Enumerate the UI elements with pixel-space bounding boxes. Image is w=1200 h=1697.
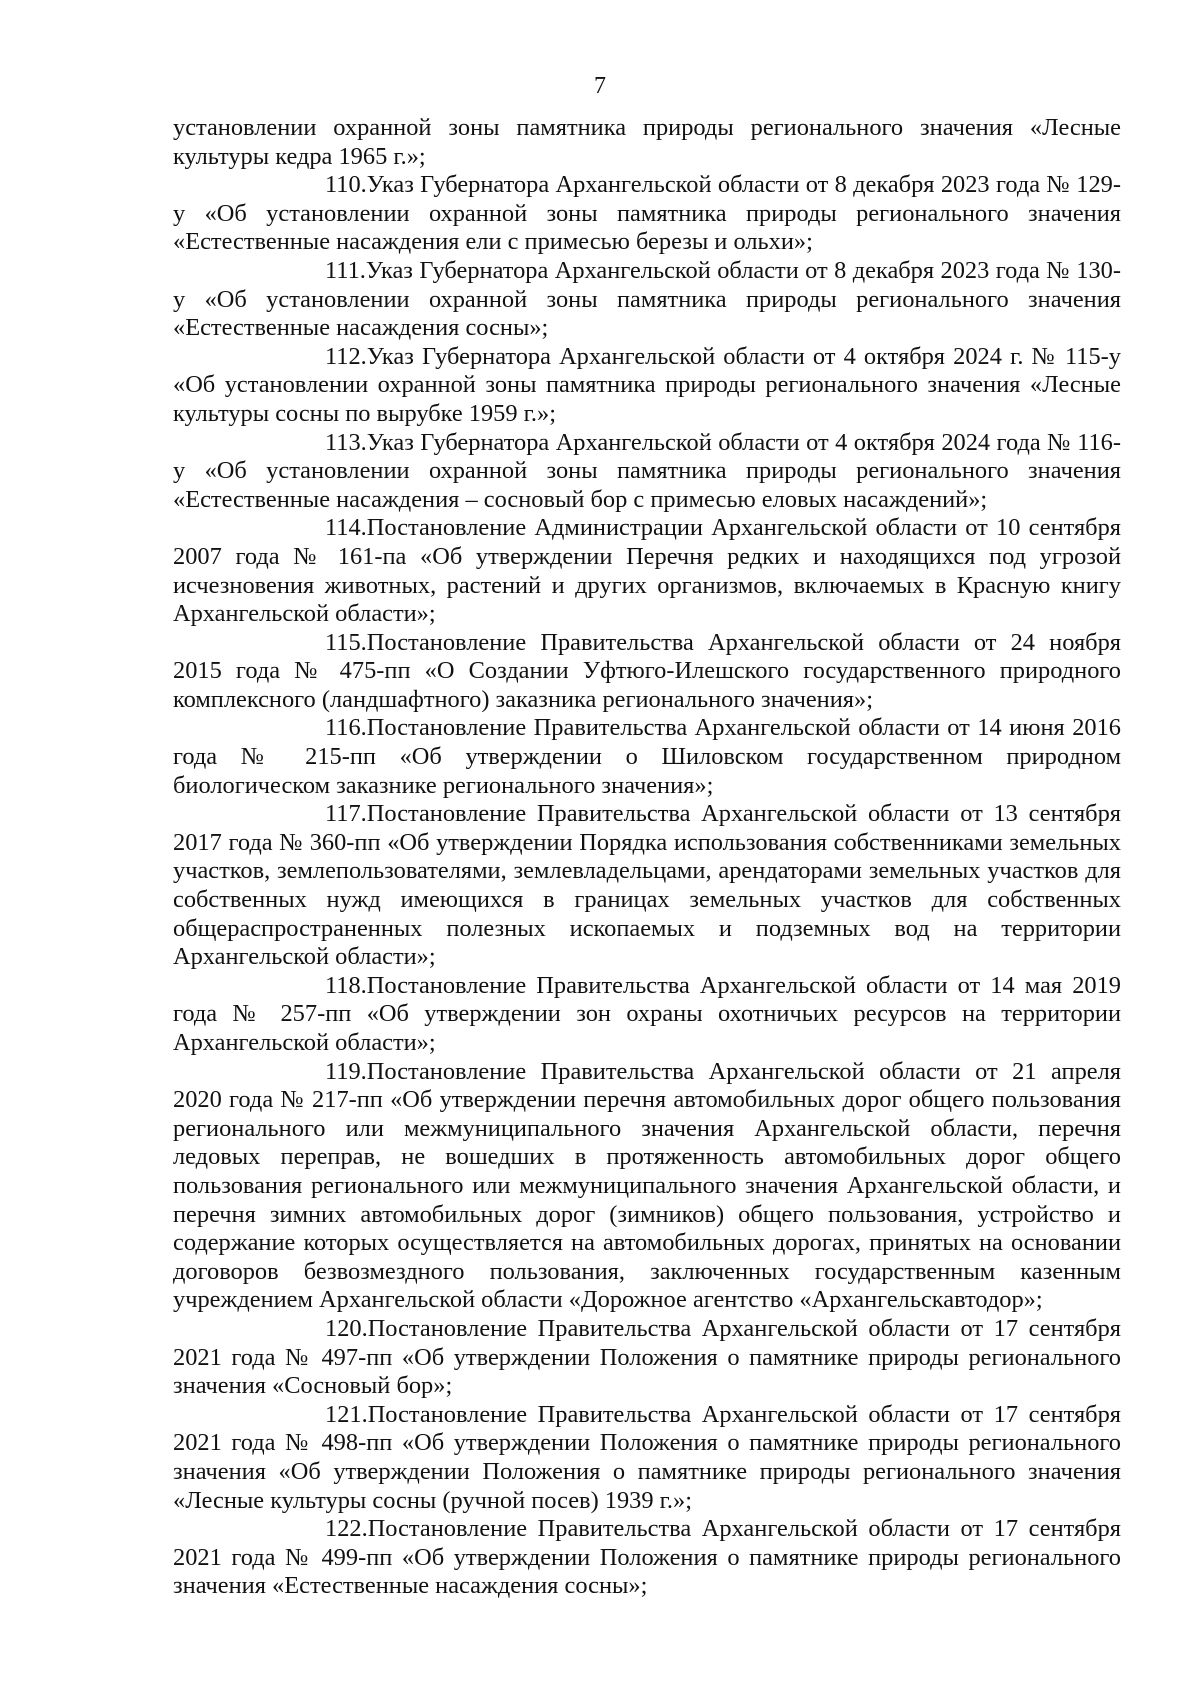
item-number: 113. [325,428,367,456]
item-text: Указ Губернатора Архангельской области от 8 декабря 2023 года № 129-у «Об установлении охранной зоны памятника природы регионального значения «Естественные насаждения ели с примесью березы и ольхи»; [173,171,1121,256]
list-item [173,257,1121,343]
item-text: Постановление Правительства Архангельской области от 14 июня 2016 года № 215-пп «Об утверждении о Шиловском государственном природном биологическом заказнике регионального значения»; [173,714,1121,799]
item-text: Постановление Правительства Архангельской области от 14 мая 2019 года № 257-пп «Об утверждении зон охраны охотничьих ресурсов на территории Архангельской области»; [173,971,1121,1056]
continuation-paragraph: установлении охранной зоны памятника природы регионального значения «Лесные культуры кедра 1965 г.»; [173,114,1121,170]
page-number: 7 [594,73,606,99]
list-item [173,1315,1121,1401]
item-number: 117. [325,800,367,828]
list-item [173,514,1121,628]
document-body [173,114,1121,1601]
list-item [173,1515,1121,1601]
item-text: Постановление Правительства Архангельской области от 24 ноября 2015 года № 475-пп «О Создании Уфтюго-Илешского государственного природного комплексного (ландшафтного) заказника регионального значения»; [173,628,1121,713]
list-item [173,429,1121,515]
list-item [173,714,1121,800]
item-text: Указ Губернатора Архангельской области от 8 декабря 2023 года № 130-у «Об установлении охранной зоны памятника природы регионального значения «Естественные насаждения сосны»; [173,256,1121,342]
item-number: 114. [325,514,367,542]
item-text: Указ Губернатора Архангельской области от 4 октября 2024 года № 116-у «Об установлении охранной зоны памятника природы регионального значения «Естественные насаждения – сосновый бор с примесью еловых насаждений»; [173,428,1121,513]
list-item [173,1058,1121,1315]
list-item [173,1401,1121,1515]
item-number: 112. [325,342,367,370]
item-number: 119. [325,1057,367,1085]
list-item [173,171,1121,257]
item-number: 116. [325,714,367,742]
item-text: Постановление Правительства Архангельской области от 17 сентября 2021 года № 499-пп «Об утверждении Положения о памятнике природы регионального значения «Естественные насаждения сосны»; [173,1515,1121,1600]
item-text: Постановление Правительства Архангельской области от 17 сентября 2021 года № 497-пп «Об утверждении Положения о памятнике природы регионального значения «Сосновый бор»; [173,1314,1121,1400]
item-text: Постановление Администрации Архангельской области от 10 сентября 2007 года № 161-па «Об утверждении Перечня редких и находящихся под угрозой исчезновения животных, растений и других организмов, включаемых в Красную книгу Архангельской области»; [173,514,1121,628]
item-number: 110. [325,171,367,199]
item-number: 118. [325,971,367,999]
list-item [173,972,1121,1058]
list-item [173,343,1121,429]
item-number: 111. [325,256,366,284]
item-number: 122. [325,1515,368,1543]
item-number: 121. [325,1400,368,1428]
list-item [173,800,1121,972]
item-number: 120. [325,1314,368,1342]
item-text: Постановление Правительства Архангельской области от 17 сентября 2021 года № 498-пп «Об утверждении Положения о памятнике природы регионального значения «Об утверждении Положения о памятнике природы регионального значения «Лесные культуры сосны (ручной посев) 1939 г.»; [173,1400,1121,1514]
item-text: Постановление Правительства Архангельской области от 21 апреля 2020 года № 217-пп «Об утверждении перечня автомобильных дорог общего пользования регионального или межмуниципального значения Архангельской области, перечня ледовых переправ, не вошедших в протяженность автомобильных дорог общего пользования регионального или межмуниципального значения Архангельской области, и перечня зимних автомобильных дорог (зимников) общего пользования, устройство и содержание которых осуществляется на автомобильных дорогах, принятых на основании договоров безвозмездного пользования, заключенных государственным казенным учреждением Архангельской области «Дорожное агентство «Архангельскавтодор»; [173,1057,1121,1314]
item-number: 115. [325,628,367,656]
item-text: Постановление Правительства Архангельской области от 13 сентября 2017 года № 360-пп «Об утверждении Порядка использования собственниками земельных участков, землепользователями, землевладельцами, арендаторами земельных участков для собственных нужд имеющихся в границах земельных участков для собственных общераспространенных полезных ископаемых и подземных вод на территории Архангельской области»; [173,800,1121,971]
item-text: Указ Губернатора Архангельской области от 4 октября 2024 г. № 115-у «Об установлении охранной зоны памятника природы регионального значения «Лесные культуры сосны по вырубке 1959 г.»; [173,342,1121,427]
list-item [173,629,1121,715]
